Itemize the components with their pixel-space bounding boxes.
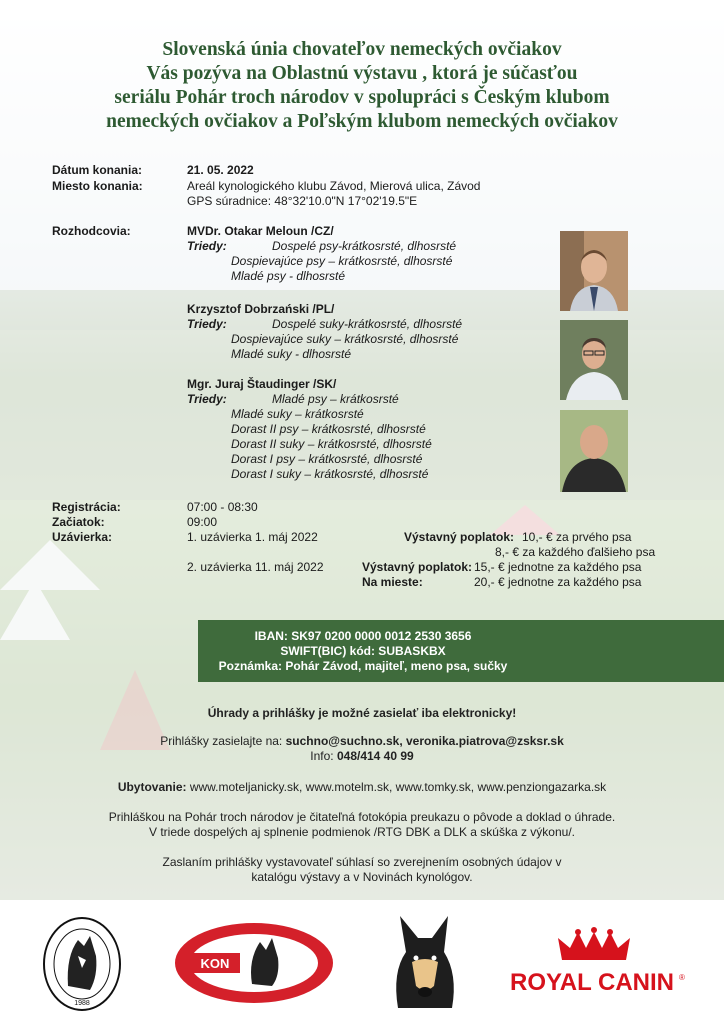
gps-coordinates: GPS súradnice: 48°32'10.0"N 17°02'19.5"E [187, 194, 418, 208]
club-year: 1988 [74, 1000, 90, 1007]
judge-1-class-1: Dospelé psy-krátkosrsté, dlhosrsté [272, 239, 457, 253]
judge-2-class-1: Dospelé suky-krátkosrsté, dlhosrsté [272, 317, 463, 331]
royal-canin-text: ROYAL CANIN [509, 969, 675, 996]
send-line [0, 734, 724, 749]
iban: IBAN: SK97 0200 0000 0012 2530 3656 [254, 629, 472, 643]
info-line [0, 749, 724, 764]
judge-3-name: Mgr. Juraj Štaudinger /SK/ [187, 377, 337, 391]
onsite-label: Na mieste: [362, 575, 423, 589]
start-value: 09:00 [187, 515, 218, 529]
judge-2-class-3: Mladé suky - dlhosrsté [231, 347, 352, 361]
royal-canin-logo [504, 926, 688, 1002]
accommodation-label: Ubytovanie: [117, 780, 187, 794]
judge-3-classes-label: Triedy: [187, 392, 227, 406]
deadline-2: 2. uzávierka 11. máj 2022 [187, 560, 324, 574]
title-line-3: seriálu Pohár troch národov v spolupráci s Českým klubom [114, 87, 610, 108]
onsite-value: 20,- € jednotne za každého psa [474, 575, 642, 589]
place-value: Areál kynologického klubu Závod, Mierová ulica, Závod [187, 179, 481, 193]
email-links[interactable]: suchno@suchno.sk, veronika.piatrova@zsksr.sk [285, 734, 564, 748]
note-line-3: Zaslaním prihlášky vystavovateľ súhlasí so zverejnením osobných údajov v [162, 855, 562, 869]
judge-3-class-1: Mladé psy – krátkosrsté [272, 392, 399, 406]
deadline-label: Uzávierka: [52, 530, 113, 544]
fee-1-first: 10,- € za prvého psa [522, 530, 632, 544]
judge-3-class-6: Dorast I suky – krátkosrsté, dlhosrsté [231, 467, 429, 481]
judge-1-photo [560, 231, 628, 311]
registered-mark: ® [679, 973, 685, 982]
title-line-4: nemeckých ovčiakov a Poľským klubom nemeckých ovčiakov [106, 111, 618, 132]
electronic-notice: Úhrady a prihlášky je možné zasielať iba elektronicky! [207, 706, 517, 720]
title-line-1: Slovenská únia chovateľov nemeckých ovčiakov [162, 39, 562, 60]
bank-details-box [198, 620, 724, 682]
deadline-1: 1. uzávierka 1. máj 2022 [187, 530, 318, 544]
judge-1-class-3: Mladé psy - dlhosrsté [231, 269, 346, 283]
judge-3-photo [560, 410, 628, 492]
judge-1-class-2: Dospievajúce psy – krátkosrsté, dlhosrsté [231, 254, 453, 268]
note-line-1: Prihláškou na Pohár troch národov je čitateľná fotokópia preukazu o pôvode a doklad o úhrade. [108, 810, 616, 824]
judge-2-class-2: Dospievajúce suky – krátkosrsté, dlhosrsté [231, 332, 459, 346]
payment-note: Poznámka: Pohár Závod, majiteľ, meno psa, sučky [218, 659, 508, 673]
fee-1-label: Výstavný poplatok: [404, 530, 515, 544]
title-line-2: Vás pozýva na Oblastnú výstavu , ktorá je súčasťou [146, 63, 578, 84]
accommodation-line [0, 780, 724, 795]
sponsor-logos [0, 900, 724, 1024]
invitation-title [40, 38, 684, 134]
info-prefix: Info: [310, 749, 334, 763]
swift: SWIFT(BIC) kód: SUBASKBX [280, 644, 446, 658]
fee-2-label: Výstavný poplatok: [362, 560, 473, 574]
judge-3-class-5: Dorast I psy – krátkosrsté, dlhosrsté [231, 452, 423, 466]
fee-2-value: 15,- € jednotne za každého psa [474, 560, 642, 574]
judge-3-class-2: Mladé suky – krátkosrsté [231, 407, 364, 421]
registration-label: Registrácia: [52, 500, 121, 514]
kon-logo [172, 920, 336, 1006]
judge-2-photo [560, 320, 628, 400]
accommodation-sites[interactable]: www.moteljanicky.sk, www.motelm.sk, www.tomky.sk, www.penziongazarka.sk [189, 780, 607, 794]
send-prefix: Prihlášky zasielajte na: [160, 734, 283, 748]
kon-text: KON [200, 956, 230, 971]
date-value: 21. 05. 2022 [187, 163, 254, 177]
judge-3-class-4: Dorast II suky – krátkosrsté, dlhosrsté [231, 437, 432, 451]
date-label: Dátum konania: [52, 163, 143, 177]
phone-number[interactable]: 048/414 40 99 [336, 749, 414, 763]
fee-1-next: 8,- € za každého ďalšieho psa [495, 545, 656, 559]
judges-label: Rozhodcovia: [52, 224, 131, 238]
registration-value: 07:00 - 08:30 [187, 500, 258, 514]
judge-2-classes-label: Triedy: [187, 317, 227, 331]
note-line-2: V triede dospelých aj splnenie podmienok /RTG DBK a DLK a skúška z výkonu/. [149, 825, 575, 839]
judge-3-class-3: Dorast II psy – krátkosrsté, dlhosrsté [231, 422, 426, 436]
judge-1-classes-label: Triedy: [187, 239, 227, 253]
note-line-4: katalógu výstavy a v Novinách kynológov. [251, 870, 473, 884]
club-seal-logo [42, 916, 122, 1012]
start-label: Začiatok: [52, 515, 105, 529]
judge-1-name: MVDr. Otakar Meloun /CZ/ [187, 224, 334, 238]
judge-2-name: Krzysztof Dobrzański /PL/ [187, 302, 335, 316]
place-label: Miesto konania: [52, 179, 143, 193]
shepherd-head-logo [388, 912, 462, 1012]
